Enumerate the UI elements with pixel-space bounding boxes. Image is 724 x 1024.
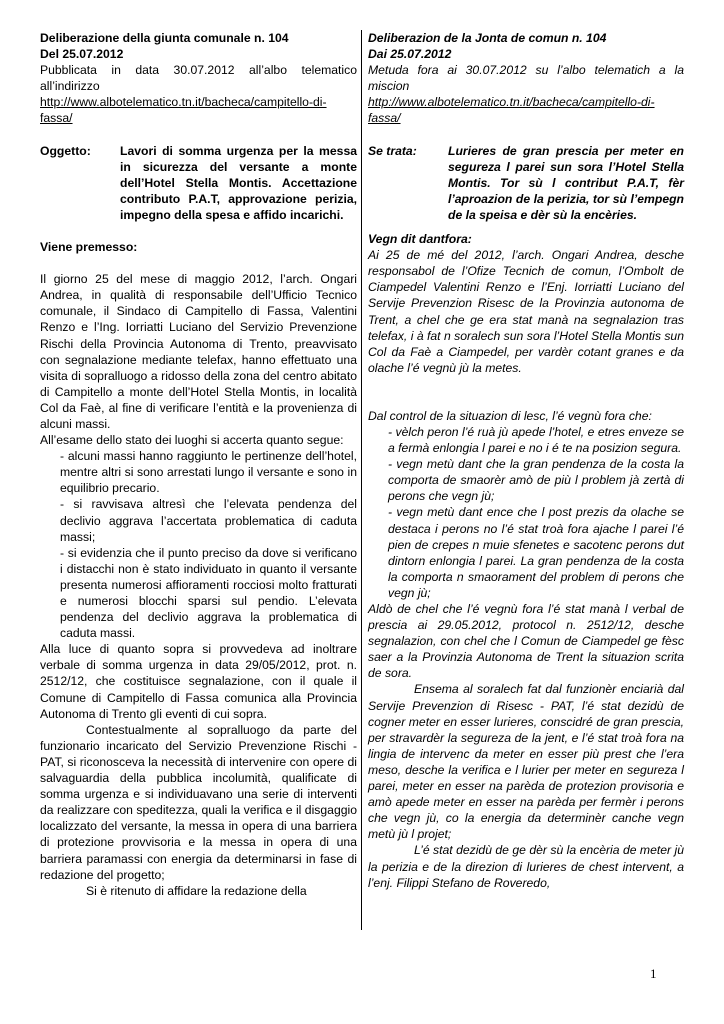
right-header-date: Dai 25.07.2012	[368, 47, 452, 62]
right-subject-text: Lurieres de gran prescia per meter en segureza l parei sun sora l’Hotel Stella Montis. Tor sù l contribut P.A.T, fèr l’aproazion de la perizia, tor sù l’empegn de la speisa e dèr sù la encèries.	[448, 143, 684, 222]
right-spacer	[368, 392, 684, 408]
left-bullet-2: - si ravvisava altresì che l’elevata pendenza del declivio aggrava l’accertata problematica di caduta massi;	[60, 497, 357, 544]
right-spacer	[368, 223, 684, 231]
left-paragraph-3: Alla luce di quanto sopra si provvedeva ad inoltrare verbale di somma urgenza in data 29/05/2012, prot. n. 2512/12, che costituisce segnalazione, con il quale il Comune di Campitello di Fassa comunica alla Provincia Autonoma di Trento gli eventi di cui sopra.	[40, 642, 357, 721]
left-bullet-1: - alcuni massi hanno raggiunto le pertinenze dell’hotel, mentre altri si sono arrestati lungo il versante e sono in equilibrio precario.	[60, 449, 357, 496]
right-paragraph-2: Dal control de la situazion di lesc, l’é vegnù fora che:	[368, 408, 652, 423]
left-bullet-3: - si evidenzia che il punto preciso da dove si verificano i distacchi non è stato individuato in quanto il versante presenta numerosi affioramenti rocciosi molto fratturati e numerosi blocchi sparsi sul pendio. L’elevata pendenza del declivio aggrava la problematica di caduta massi.	[60, 545, 357, 641]
left-paragraph-1: Il giorno 25 del mese di maggio 2012, l’arch. Ongari Andrea, in qualità di responsabile dell’Ufficio Tecnico comunale, il Sindaco di Campitello di Fassa, Valentini Renzo e l’Ing. Iorriatti Luciano del Servizio Prevenzione Rischi della Provincia Autonoma di Trento, preavvisato con segnalazione mediante telefax, hanno effettuato una visita di sopralluogo a ridosso della zona del centro abitato di Campitello a monte dell’Hotel Stella Montis, in località Col da Faè, al fine di verificare l’entità e la provenienza di alcuni massi.	[40, 272, 357, 431]
right-header-publication: Metuda fora ai 30.07.2012 su l’albo telematich a la miscion	[368, 63, 684, 94]
left-header-date: Del 25.07.2012	[40, 47, 124, 62]
left-column-italian	[40, 30, 357, 899]
left-spacer	[40, 223, 357, 239]
left-premise-heading: Viene premesso:	[40, 240, 138, 255]
left-spacer	[40, 255, 357, 271]
right-premise-heading: Vegn dit dantfora:	[368, 232, 472, 247]
right-paragraph-3: Aldò de chel che l’é vegnù fora l’é stat manà l verbal de prescia ai 29.05.2012, protocol n. 2512/12, desche segnalazion, con chel che l Comun de Ciampedel ge fèsc saer a la Provinzia Autonoma de Trent la situazion scrita de sora.	[368, 602, 684, 681]
right-spacer	[368, 376, 684, 392]
left-header-title: Deliberazione della giunta comunale n. 104	[40, 31, 289, 45]
left-paragraph-5: Si è ritenuto di affidare la redazione della	[86, 883, 307, 898]
right-paragraph-5: L’é stat dezidù de ge dèr sù la encèria de meter jù la perizia e de la direzion di lurieres de chest intervent, a l’enj. Filippi Stefano de Roveredo,	[368, 843, 684, 890]
right-albo-link[interactable]: http://www.albotelematico.tn.it/bacheca/campitello-di-fassa/	[368, 95, 655, 126]
right-paragraph-1: Ai 25 de mé del 2012, l’arch. Ongari Andrea, desche responsabol de l’Ofize Tecnich de comun, l’Ombolt de Ciampedel Valentini Renzo e l’Enj. Iorriatti Luciano del Servije Prevenzion Risesc de la Provinzia autonoma de Trent, a chel che ge era stat manà na segnalazion tras telefax, i à fat n soralech sun sora l’Hotel Stella Montis sun Col da Faè a Ciampedel, per vardèr cotant granes e da olache l’é vegnù jù la metes.	[368, 248, 684, 375]
right-subject	[368, 143, 684, 223]
left-subject-text: Lavori di somma urgenza per la messa in sicurezza del versante a monte dell’Hotel Stella Montis. Accettazione contributo P.A.T, approvazione perizia, impegno della spesa e affido incarichi.	[120, 143, 357, 222]
left-paragraph-4: Contestualmente al sopralluogo da parte del funzionario incaricato del Servizio Prevenzione Rischi - PAT, si riconosceva la necessità di intervenire con opere di salvaguardia della pubblica incolumità, qualificate di somma urgenza e si individuavano una serie di interventi da realizzare con speditezza, quali la verifica e il disgaggio localizzato del versante, la messa in opera di una barriera di protezione provvisoria e la messa in opera di una barriera paramassi con energia da determinarsi in fase di redazione del progetto;	[40, 722, 357, 882]
column-divider	[361, 30, 362, 930]
left-paragraph-2: All’esame dello stato dei luoghi si accerta quanto segue:	[40, 433, 344, 448]
right-subject-label: Se trata:	[368, 143, 417, 158]
right-bullet-1: - vèlch peron l’é ruà jù apede l’hotel, e etres enveze se a fermà enlongia l parei e no i é te na posizion segura.	[388, 424, 684, 456]
left-subject	[40, 143, 357, 223]
left-albo-link[interactable]: http://www.albotelematico.tn.it/bacheca/campitello-di-fassa/	[40, 95, 327, 126]
left-header-publication: Pubblicata in data 30.07.2012 all’albo telematico all’indirizzo	[40, 63, 357, 94]
left-subject-label: Oggetto:	[40, 143, 91, 158]
page-number: 1	[650, 966, 657, 981]
right-spacer	[368, 127, 684, 143]
right-bullet-2: - vegn metù dant che la gran pendenza de la costa la comporta de smaorèr amò de più l problem jà zertà di perons che vegn jù;	[388, 457, 684, 504]
right-column-ladin	[368, 30, 684, 891]
right-paragraph-4: Ensema al soralech fat dal funzionèr enciarià dal Servije Prevenzion di Risesc - PAT, l’é stat dezidù de cogner meter en esser lurieres, conscidré de gran prescia, per stravardèr la segureza de la jent, e l’é stat troà fora na lingia de intervenc da meter en esser più prest che l’era meso, desche la verifica e l lurier per meter en segureza l parei, meter en esser na parèda de protezion provisoria e amò apede meter en esser na parèda per fermèr i perons che vegn jù, co la energia da determinèr canche vegn metù jù l projet;	[368, 682, 684, 842]
left-spacer	[40, 127, 357, 143]
right-header-title: Deliberazion de la Jonta de comun n. 104	[368, 31, 607, 45]
right-bullet-3: - vegn metù dant ence che l post prezis da olache se destaca i perons no l’é stat troà fora ajache l parei l’é pien de crepes n muie sfenetes e sacotenc perons dut dintorn enlongia l parei. La gran pendenza de la costa la comporta n smaorament del problem di perons che vegn jù;	[388, 505, 684, 600]
